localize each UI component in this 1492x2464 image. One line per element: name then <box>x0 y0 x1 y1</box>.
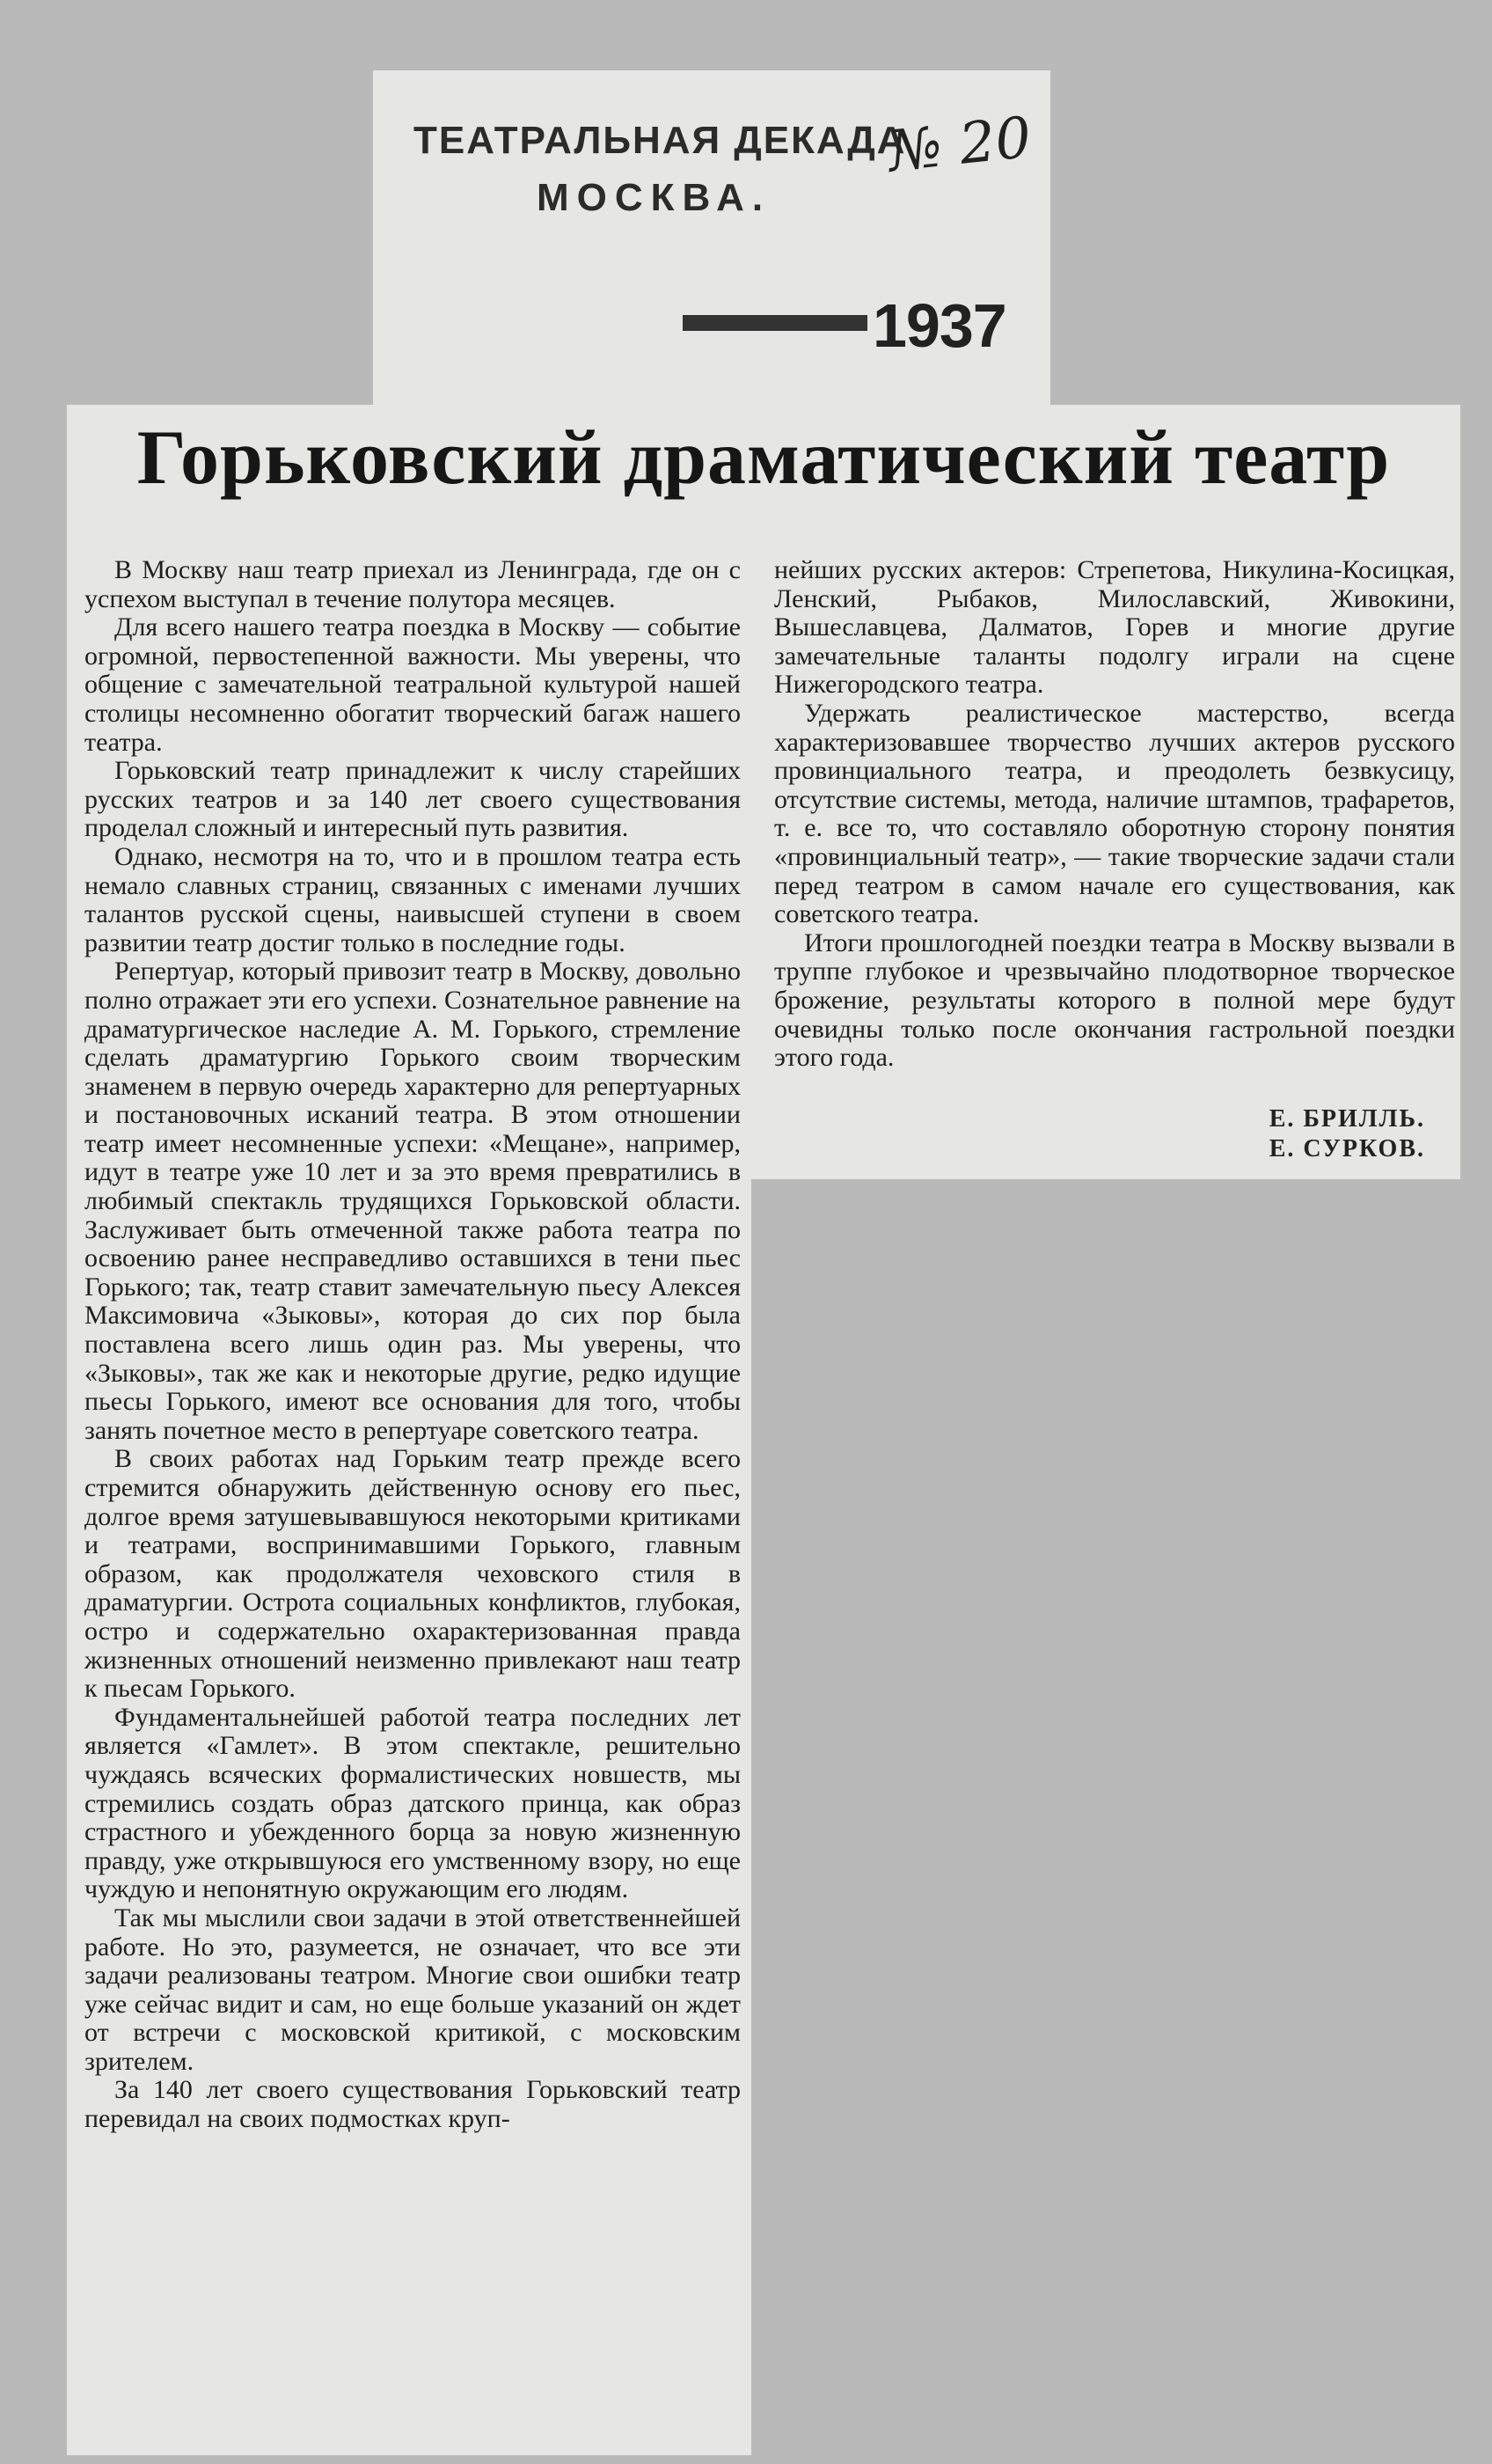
article-column-right <box>774 556 1455 1073</box>
stamp-issue-number: № 20 <box>885 105 1035 186</box>
paragraph: Репертуар, который привозит театр в Москву, довольно полно отражает эти его успехи. Сознательное равнение на драматургическое наследие А. М. Горького, стремление сделать драматургию Горького своим творческим знаменем в первую очередь характерно для репертуарных и постановочных исканий театра. В этом отношении театр имеет несомненные успехи: «Мещане», например, идут в театре уже 10 лет и за это время превратились в любимый спектакль трудящихся Горьковской области. Заслуживает быть отмеченной также работа театра по освоению ранее несправедливо оставшихся в тени пьес Горького; так, театр ставит замечательную пьесу Алексея Максимовича «Зыковы», которая до сих пор была поставлена всего лишь один раз. Мы уверены, что «Зыковы», так же как и некоторые другие, редко идущие пьесы Горького, имеют все основания для того, чтобы занять почетное место в репертуаре советского театра. <box>84 957 741 1445</box>
paragraph: В Москву наш театр приехал из Ленинграда, где он с успехом выступал в течение полутора месяцев. <box>84 555 741 613</box>
paragraph: Однако, несмотря на то, что и в прошлом театра есть немало славных страниц, связанных с именами лучших талантов русской сцены, наивысшей ступени в своем развитии театр достиг только в последние годы. <box>84 841 741 957</box>
paragraph: В своих работах над Горьким театр прежде всего стремится обнаружить действенную основу его пьес, долгое время затушевывавшуюся некоторыми критиками и театрами, воспринимавшими Горького, главным образом, как продолжателя чеховского стиля в драматургии. Острота социальных конфликтов, глубокая, остро и содержательно охарактеризованная правда жизненных отношений неизменно привлекают наш театр к пьесам Горького. <box>84 1444 741 1704</box>
signature-author-2: Е. СУРКОВ. <box>1269 1135 1425 1162</box>
paragraph: За 140 лет своего существования Горьковский театр перевидал на своих подмостках круп- <box>84 2075 741 2134</box>
paragraph: Фундаментальнейшей работой театра последних лет является «Гамлет». В этом спектакле, решительно чуждаясь всяческих формалистических новшеств, мы стремились создать образ датского принца, как образ страстного и убежденного борца за новую жизненную правду, уже открывшуюся его умственному взору, но еще чуждую и непонятную окружающим его людям. <box>84 1702 741 1904</box>
signature-author-1: Е. БРИЛЛЬ. <box>1269 1105 1425 1133</box>
article-column-left <box>84 556 741 2134</box>
stamp-title: ТЕАТРАЛЬНАЯ ДЕКАДА <box>413 119 907 162</box>
paragraph: Удержать реалистическое мастерство, всегда характеризовавшее творчество лучших актеров русского провинциального театра, и преодолеть безвкусицу, отсутствие системы, метода, наличие штампов, трафаретов, т. е. все то, что составляло оборотную сторону понятия «провинциальный театр», — такие творческие задачи стали перед театром в самом начале его существования, как советского театра. <box>774 698 1455 929</box>
stamp-date-mark <box>683 315 867 331</box>
stamp-year: 1937 <box>873 291 1006 360</box>
paragraph: Так мы мыслили свои задачи в этой ответственнейшей работе. Но это, разумеется, не означает, что все эти задачи реализованы театром. Многие свои ошибки театр уже сейчас видит и сам, но еще больше указаний он ждет от встречи с московской критикой, с московским зрителем. <box>84 1903 741 2076</box>
paragraph: Горьковский театр принадлежит к числу старейших русских театров и за 140 лет своего существования проделал сложный и интересный путь развития. <box>84 756 741 843</box>
article-title: Горьковский драматический театр <box>136 415 1391 501</box>
paragraph: нейших русских актеров: Стрепетова, Никулина-Косицкая, Ленский, Рыбаков, Милославский, Живокини, Вышеславцева, Далматов, Горев и многие другие замечательные таланты подолгу играли на сцене Нижегородского театра. <box>774 555 1455 700</box>
paragraph: Итоги прошлогодней поездки театра в Москву вызвали в труппе глубокое и чрезвычайно плодотворное творческое брожение, результаты которого в полной мере будут очевидны только после окончания гастрольной поездки этого года. <box>774 928 1455 1073</box>
paragraph: Для всего нашего театра поездка в Москву — событие огромной, первостепенной важности. Мы уверены, что общение с замечательной театральной культурой нашей столицы несомненно обогатит творческий багаж нашего театра. <box>84 612 741 757</box>
stamp-city: МОСКВА. <box>537 176 772 219</box>
